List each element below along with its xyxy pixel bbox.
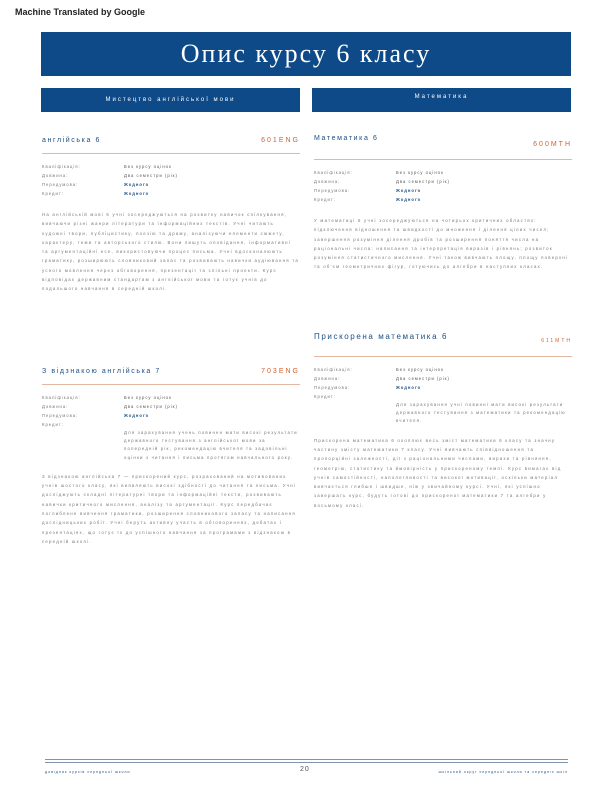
heading-divider [314,159,572,160]
meta-row-credit [314,195,572,204]
meta-row-qualification [42,162,300,171]
meta-key: Кваліфікація: [42,395,81,400]
course-description: На англійській мові 6 учні зосереджуються на розвитку навичок спілкування, вивчаючи різні жанри літератури та інформаційних текстів. Учні читають художні твори, публіцистику, поезію та драму, аналізуючи елементи сюжету, характеру, теми та авторського стилю. Вони пишуть оповідання, інформативні та аргументаційні есе, використовуючи процес письма. Учні вдосконалюють граматику, розширюють словниковий запас та розвивають навички аудіювання та усного мовлення через обговорення, презентації та спільні проекти. Курс відповідає державним стандартам з англійської мови та готує учнів до подальшого навчання в середній школі. [42,212,300,292]
meta-row-credit [42,420,300,429]
page-number: 20 [300,766,310,773]
footer-right-text: шкільний округ середньої школи та середніх шкіл [438,770,568,774]
meta-key: Кваліфікація: [314,367,353,372]
meta-key: Передумова: [314,188,351,193]
meta-value: Жодного [124,182,150,187]
meta-key: Кредит: [314,394,336,399]
meta-value: Без курсу оцінок [396,367,444,372]
course-math-6 [314,135,572,272]
meta-row-credit [314,392,572,401]
course-meta [314,168,572,204]
meta-value: Без курсу оцінок [124,164,172,169]
meta-row-prerequisite [314,186,572,195]
course-code: 601ENG [261,137,300,144]
meta-value: Два семестри (рік) [396,376,450,381]
meta-key: Кредит: [42,422,64,427]
meta-value: Без курсу оцінок [124,395,172,400]
meta-row-qualification [314,168,572,177]
heading-divider [314,356,572,357]
column-header-math: Математика [312,88,571,112]
footer-rule-top [45,759,568,760]
meta-key: Передумова: [314,385,351,390]
page-title: Опис курсу 6 класу [41,32,571,76]
meta-key: Передумова: [42,413,79,418]
course-name: З відзнакою англійська 7 [42,368,161,375]
course-english-6 [42,137,300,294]
course-description: З відзнакою англійська 7 — прискорений курс, розрахований на мотивованих учнів шостого класу, які виявляють високі здібності до читання та письма. Учні досліджують складні літературні твори та інформаційні тексти, розвивають навички критичного мислення, аналізу та аргументації. Курс передбачає поглиблене вивчення граматики, розширення словникового запасу та написання дослідницьких робіт. Учні беруть активну участь в обговореннях, дебатах і презентаціях, що готує їх до успішного навчання за програмами з відзнакою в середній школі. [42,473,297,544]
course-heading [314,135,572,155]
course-heading [314,332,572,352]
credit-note: Для зарахування учні повинні мати високі результати державного тестування з математики та рекомендацію вчителя. [396,402,566,424]
course-name: Математика 6 [314,135,379,142]
meta-key: Кредит: [314,197,336,202]
footer-rule-bottom [45,762,568,763]
course-accelerated-math-6 [314,332,572,510]
heading-divider [42,153,300,154]
meta-key: Довжина: [42,404,69,409]
meta-value: Жодного [124,191,150,196]
meta-row-credit [42,189,300,198]
meta-key: Довжина: [42,173,69,178]
course-description: Прискорена математика 6 охоплює весь зміст математики 6 класу та значну частину змісту математики 7 класу. Учні вивчають співвідношення та пропорційні залежності, дії з раціональними числами, вирази та рівняння, геометрію, статистику та ймовірність у прискореному темпі. Курс вимагає від учнів самостійності, наполегливості та високої мотивації, оскільки матеріал вивчається глибше і швидше, ніж у звичайному курсі. Учні, які успішно завершать курс, будуть готові до прискореної математики 7 та алгебри у восьмому класі. [314,437,562,508]
course-meta [42,393,300,429]
meta-row-prerequisite [42,180,300,189]
course-heading [42,368,300,380]
meta-row-prerequisite [42,411,300,420]
meta-row-prerequisite [314,383,572,392]
meta-key: Довжина: [314,376,341,381]
column-header-english: Мистецтво англійської мови [41,88,300,112]
credit-note: Для зарахування учень повинен мати високі результати державного тестування з англійської мови за попередній рік, рекомендацію вчителя та задовільні оцінки з читання і письма протягом навчального року. [124,430,298,460]
meta-key: Кваліфікація: [42,164,81,169]
meta-row-length [314,177,572,186]
meta-value: Жодного [396,188,422,193]
course-name: Прискорена математика 6 [314,332,448,341]
course-honors-english-7 [42,368,300,546]
meta-value: Два семестри (рік) [396,179,450,184]
heading-divider [42,384,300,385]
meta-value: Жодного [396,385,422,390]
course-code: 611MTH [541,338,572,344]
footer-left-text: довідник курсів середньої школи [45,770,131,774]
meta-key: Довжина: [314,179,341,184]
machine-translated-label: Machine Translated by Google [15,7,146,17]
course-name: англійська 6 [42,137,102,144]
meta-value: Два семестри (рік) [124,173,178,178]
course-description: У математиці 6 учні зосереджуються на чотирьох критичних областях: підключення відношення та швидкості до множення і ділення цілих чисел; завершення розуміння ділення дробів та розширення поняття числа на раціональні числа; написання та інтерпретація виразів і рівнянь; розвиток розуміння статистичного мислення. Учні також вивчають площу, площу поверхні та об'єм геометричних фігур, готуючись до алгебри в наступних класах. [314,218,569,270]
meta-key: Кредит: [42,191,64,196]
meta-row-length [314,374,572,383]
course-heading [42,137,300,149]
course-code: 600MTH [533,141,572,148]
meta-row-length [42,171,300,180]
course-meta [314,365,572,401]
meta-value: Без курсу оцінок [396,170,444,175]
meta-row-length [42,402,300,411]
meta-key: Кваліфікація: [314,170,353,175]
course-code: 703ENG [261,368,300,375]
meta-row-qualification [314,365,572,374]
meta-value: Жодного [396,197,422,202]
meta-key: Передумова: [42,182,79,187]
meta-value: Жодного [124,413,150,418]
meta-row-qualification [42,393,300,402]
course-meta [42,162,300,198]
meta-value: Два семестри (рік) [124,404,178,409]
